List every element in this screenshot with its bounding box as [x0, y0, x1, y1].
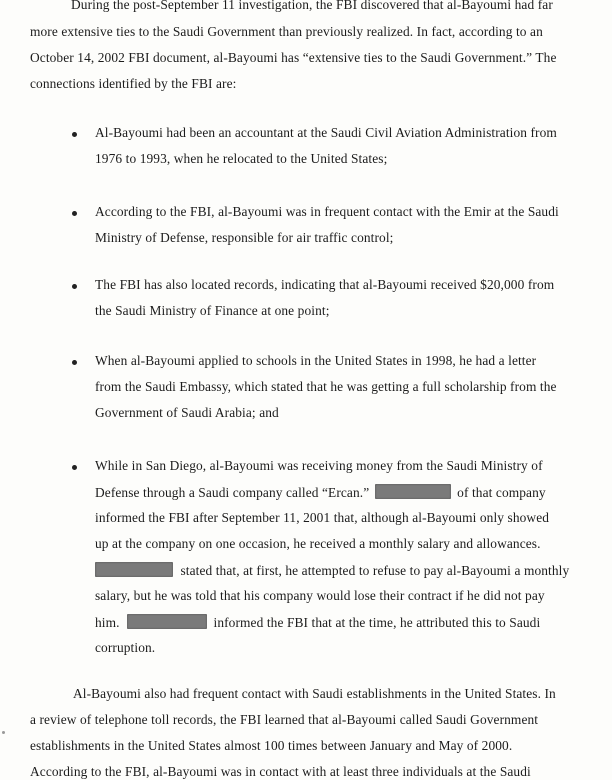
bullet-2-line-1: According to the FBI, al-Bayoumi was in frequent contact with the Emir at the Saudi [95, 204, 559, 219]
closing-line-4: According to the FBI, al-Bayoumi was in contact with at least three individuals at the Saudi [30, 764, 531, 779]
closing-line-1: Al-Bayoumi also had frequent contact with Saudi establishments in the United States. In [73, 686, 556, 701]
bullet-1-line-1: Al-Bayoumi had been an accountant at the Saudi Civil Aviation Administration from [95, 125, 557, 140]
bullet-5-line-1: While in San Diego, al-Bayoumi was receiving money from the Saudi Ministry of [95, 458, 543, 473]
bullet-5-line-8: corruption. [95, 640, 156, 655]
bullet-marker [72, 360, 77, 365]
intro-line-4: connections identified by the FBI are: [30, 76, 237, 91]
bullet-3-line-2: the Saudi Ministry of Finance at one point; [95, 303, 330, 318]
bullet-4-line-3: Government of Saudi Arabia; and [95, 405, 279, 420]
intro-line-2: more extensive ties to the Saudi Government than previously realized. In fact, according to an [30, 24, 543, 39]
bullet-5-line-2-text: Defense through a Saudi company called “Ercan.” [95, 485, 370, 500]
bullet-5-line-7 [95, 614, 540, 631]
bullet-marker [72, 465, 77, 470]
bullet-5-line-5 [95, 562, 569, 579]
scan-speck [2, 731, 5, 734]
bullet-3-line-1: The FBI has also located records, indicating that al-Bayoumi received $20,000 from [95, 277, 555, 292]
redaction-block [375, 484, 451, 499]
bullet-5-line-4: up at the company on one occasion, he received a monthly salary and allowances. [95, 536, 541, 551]
bullet-4-line-1: When al-Bayoumi applied to schools in the United States in 1998, he had a letter [95, 353, 537, 368]
intro-line-1: During the post-September 11 investigation, the FBI discovered that al-Bayoumi had far [71, 0, 553, 12]
bullet-marker [72, 284, 77, 289]
bullet-5-line-2-tail: of that company [457, 485, 546, 500]
closing-line-2: a review of telephone toll records, the FBI learned that al-Bayoumi called Saudi Government [30, 712, 539, 727]
bullet-2-line-2: Ministry of Defense, responsible for air traffic control; [95, 230, 394, 245]
bullet-5-line-6: salary, but he was told that his company would lose their contract if he did not pay [95, 588, 545, 603]
redaction-block [95, 562, 173, 577]
bullet-5-line-2 [95, 484, 546, 501]
bullet-4-line-2: from the Saudi Embassy, which stated that he was getting a full scholarship from the [95, 379, 557, 394]
bullet-5-line-7-text: him. [95, 615, 120, 630]
redaction-block [127, 614, 207, 629]
closing-line-3: establishments in the United States almost 100 times between January and May of 2000. [30, 738, 513, 753]
bullet-5-line-5-text: stated that, at first, he attempted to refuse to pay al-Bayoumi a monthly [180, 563, 570, 578]
bullet-1-line-2: 1976 to 1993, when he relocated to the United States; [95, 151, 388, 166]
bullet-marker [72, 211, 77, 216]
bullet-5-line-7-tail: informed the FBI that at the time, he attributed this to Saudi [213, 615, 541, 630]
bullet-marker [72, 132, 77, 137]
intro-line-3: October 14, 2002 FBI document, al-Bayoumi has “extensive ties to the Saudi Government.” The [30, 50, 557, 65]
bullet-5-line-3: informed the FBI after September 11, 2001 that, although al-Bayoumi only showed [95, 510, 550, 525]
